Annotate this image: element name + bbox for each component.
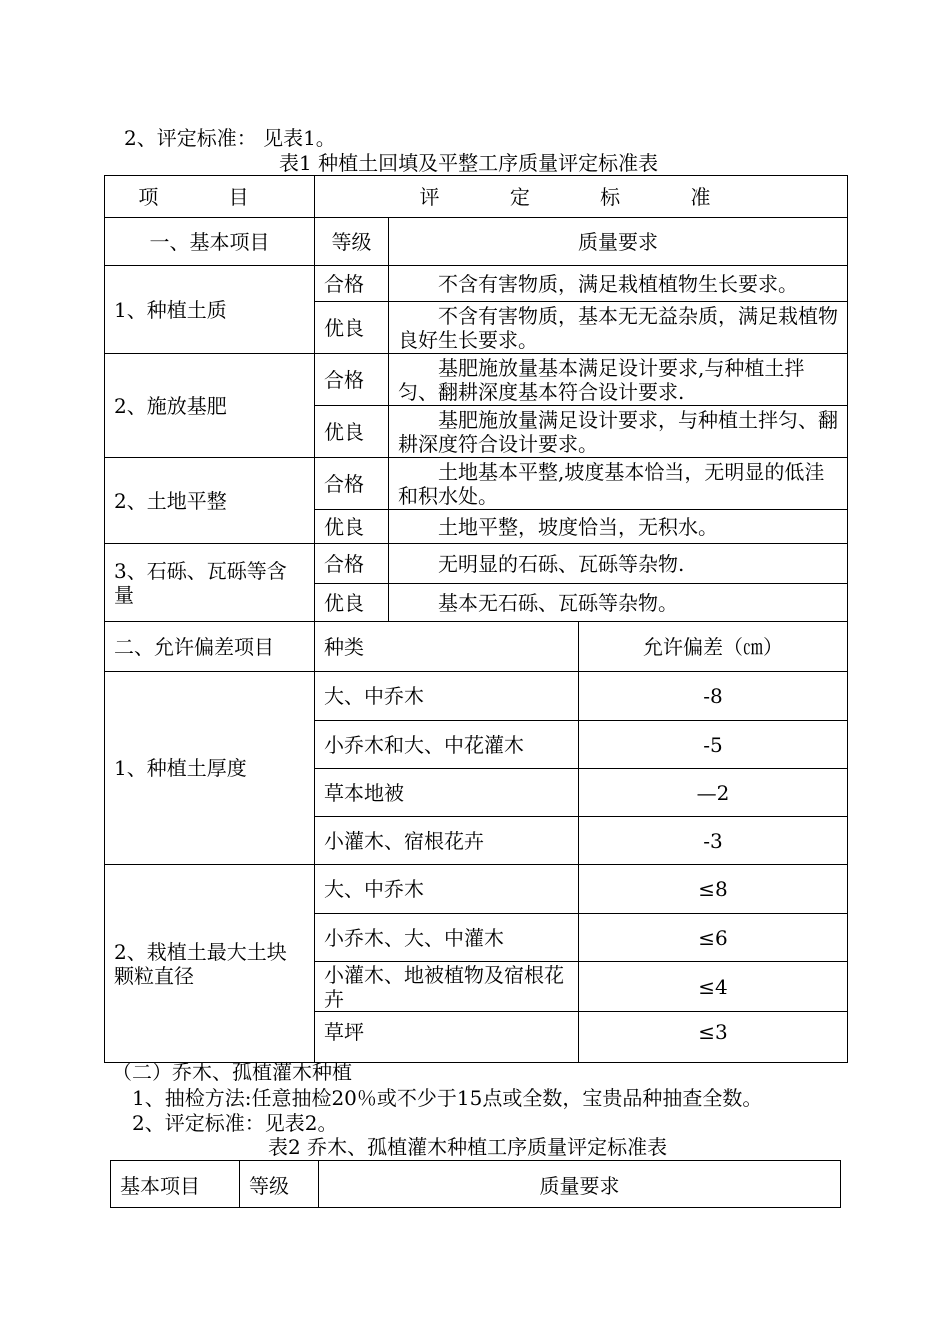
table2-caption: 表2 乔木、孤植灌木种植工序质量评定标准表 <box>268 1135 668 1159</box>
deviation-value: ≤4 <box>579 962 848 1012</box>
table-row <box>105 672 848 721</box>
deviation-kind: 大、中乔木 <box>315 672 579 721</box>
intro-line: 2、评定标准： 见表1。 <box>124 126 336 150</box>
basic-section-label: 一、基本项目 <box>105 218 315 266</box>
deviation-value: -8 <box>579 672 848 721</box>
deviation-kind: 小灌木、地被植物及宿根花卉 <box>315 962 579 1012</box>
grade-cell: 优良 <box>315 510 389 544</box>
basic-item-name: 2、土地平整 <box>105 458 315 544</box>
basic-section-row <box>105 218 848 266</box>
basic-item-name: 1、种植土质 <box>105 266 315 354</box>
table2 <box>110 1160 841 1208</box>
grade-cell: 优良 <box>315 406 389 458</box>
deviation-value: —2 <box>579 769 848 817</box>
requirement-cell: 不含有害物质，基本无无益杂质，满足栽植物良好生长要求。 <box>389 302 848 354</box>
basic-requirement-header: 质量要求 <box>389 218 848 266</box>
section2-standard: 2、评定标准：见表2。 <box>132 1111 338 1135</box>
requirement-cell: 基肥施放量满足设计要求，与种植土拌匀、翻耕深度符合设计要求。 <box>389 406 848 458</box>
section2-method: 1、抽检方法:任意抽检20％或不少于15点或全数，宝贵品种抽查全数。 <box>132 1086 763 1110</box>
deviation-section-label: 二、允许偏差项目 <box>105 622 315 672</box>
requirement-cell: 不含有害物质，满足栽植植物生长要求。 <box>389 266 848 302</box>
header-standard: 评 定 标 准 <box>315 176 848 218</box>
requirement-cell: 土地基本平整,坡度基本恰当，无明显的低洼和积水处。 <box>389 458 848 510</box>
grade-cell: 优良 <box>315 302 389 354</box>
table2-header-requirement: 质量要求 <box>319 1161 841 1208</box>
table-row <box>105 266 848 302</box>
table-row <box>105 865 848 914</box>
table-row <box>105 544 848 584</box>
deviation-kind: 大、中乔木 <box>315 865 579 914</box>
deviation-kind: 小乔木、大、中灌木 <box>315 914 579 962</box>
section2-heading: （二）乔木、孤植灌木种植 <box>112 1060 352 1084</box>
deviation-kind: 草坪 <box>315 1012 579 1063</box>
table2-header-item: 基本项目 <box>111 1161 240 1208</box>
table-row <box>105 458 848 510</box>
deviation-value: ≤3 <box>579 1012 848 1063</box>
grade-cell: 合格 <box>315 544 389 584</box>
deviation-kind: 草本地被 <box>315 769 579 817</box>
grade-cell: 合格 <box>315 354 389 406</box>
requirement-cell: 基本无石砾、瓦砾等杂物。 <box>389 584 848 622</box>
deviation-tolerance-header: 允许偏差（㎝） <box>579 622 848 672</box>
table2-header-row <box>111 1161 841 1208</box>
table1-caption: 表1 种植土回填及平整工序质量评定标准表 <box>279 151 659 175</box>
deviation-item-name: 2、栽植土最大土块颗粒直径 <box>105 865 315 1063</box>
deviation-value: ≤6 <box>579 914 848 962</box>
table-row <box>105 354 848 406</box>
requirement-cell: 无明显的石砾、瓦砾等杂物. <box>389 544 848 584</box>
basic-item-name: 2、施放基肥 <box>105 354 315 458</box>
deviation-kind-header: 种类 <box>315 622 579 672</box>
table2-header-grade: 等级 <box>240 1161 319 1208</box>
deviation-section-row <box>105 622 848 672</box>
table1-header-row <box>105 176 848 218</box>
grade-cell: 合格 <box>315 266 389 302</box>
deviation-item-name: 1、种植土厚度 <box>105 672 315 865</box>
basic-grade-header: 等级 <box>315 218 389 266</box>
requirement-cell: 基肥施放量基本满足设计要求,与种植土拌匀、翻耕深度基本符合设计要求. <box>389 354 848 406</box>
deviation-value: -5 <box>579 721 848 769</box>
deviation-value: ≤8 <box>579 865 848 914</box>
header-item: 项 目 <box>105 176 315 218</box>
deviation-kind: 小灌木、宿根花卉 <box>315 817 579 865</box>
requirement-cell: 土地平整，坡度恰当，无积水。 <box>389 510 848 544</box>
grade-cell: 优良 <box>315 584 389 622</box>
deviation-kind: 小乔木和大、中花灌木 <box>315 721 579 769</box>
basic-item-name: 3、石砾、瓦砾等含量 <box>105 544 315 622</box>
deviation-value: -3 <box>579 817 848 865</box>
table1 <box>104 175 848 1063</box>
grade-cell: 合格 <box>315 458 389 510</box>
